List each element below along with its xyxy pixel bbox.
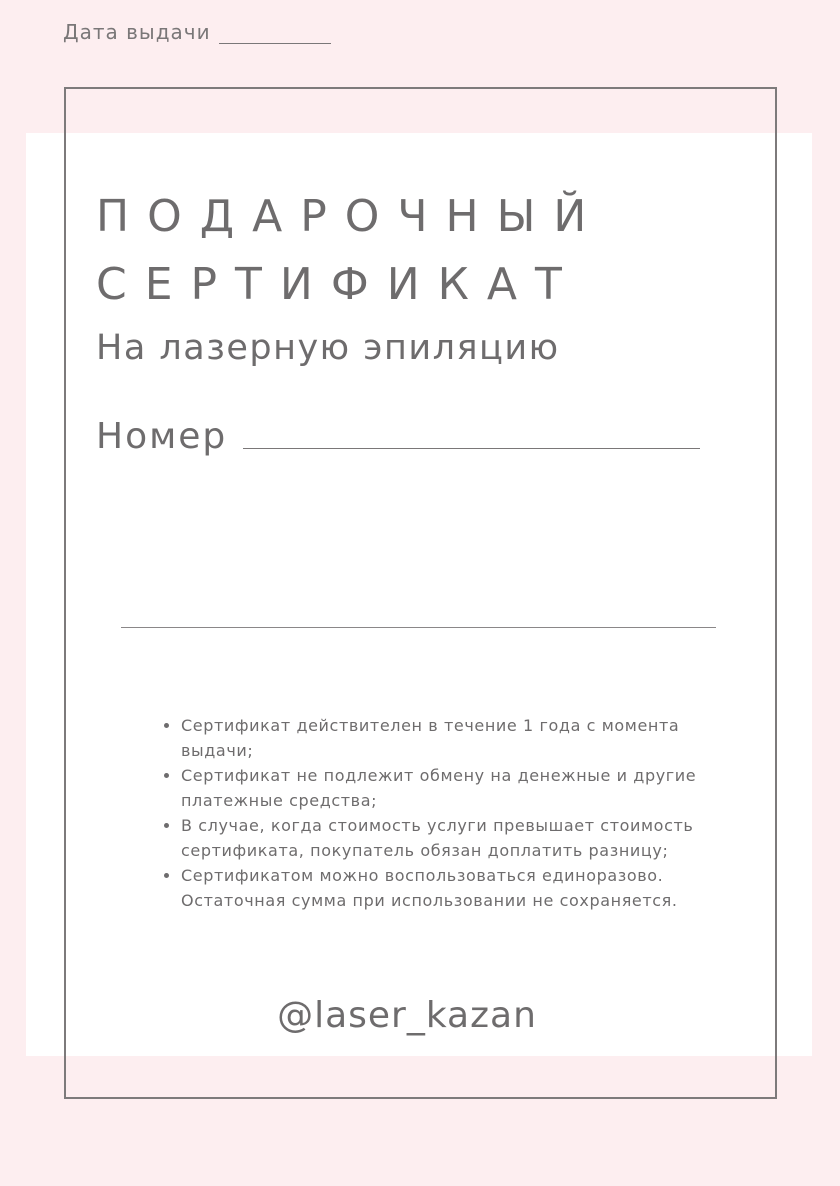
issue-date-field — [63, 20, 331, 44]
certificate-number-field — [96, 416, 700, 457]
divider-line — [121, 627, 716, 628]
issue-date-label: Дата выдачи — [63, 20, 211, 44]
number-label: Номер — [96, 416, 228, 457]
terms-item: • Сертификат не подлежит обмену на денежные и другие платежные средства; — [181, 763, 721, 813]
title-line-1: ПОДАРОЧНЫЙ — [96, 191, 605, 242]
terms-list — [161, 713, 721, 913]
certificate-title — [96, 183, 604, 319]
terms-item: • В случае, когда стоимость услуги превышает стоимость сертификата, покупатель обязан доплатить разницу; — [181, 813, 721, 863]
terms-item: • Сертификатом можно воспользоваться единоразово. Остаточная сумма при использовании не сохраняется. — [181, 863, 721, 913]
terms-item: • Сертификат действителен в течение 1 года с момента выдачи; — [181, 713, 721, 763]
number-blank-line — [243, 428, 700, 449]
social-handle: @laser_kazan — [277, 995, 537, 1036]
certificate-subtitle: На лазерную эпиляцию — [96, 328, 560, 368]
title-line-2: СЕРТИФИКАТ — [96, 259, 580, 310]
issue-date-blank-line — [219, 25, 331, 44]
